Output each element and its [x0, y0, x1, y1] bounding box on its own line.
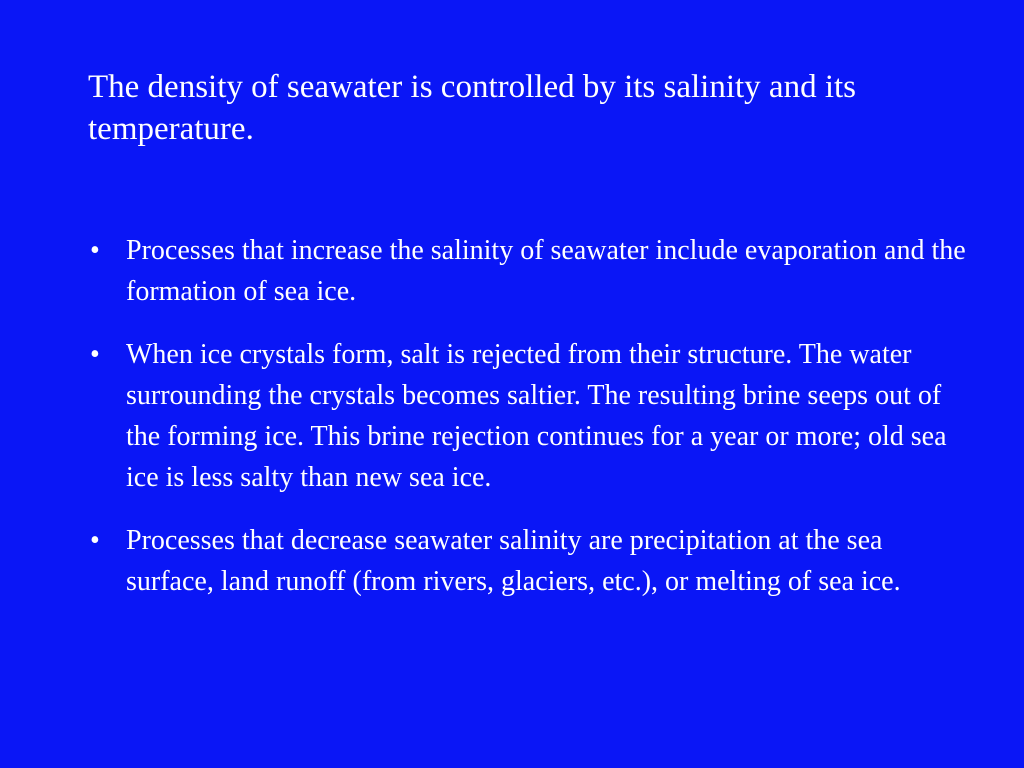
- bullet-item: [88, 520, 968, 602]
- bullet-marker: •: [90, 339, 100, 370]
- bullet-item: [88, 334, 968, 498]
- bullet-marker: •: [90, 235, 100, 266]
- slide-title: The density of seawater is controlled by its salinity and its temperature.: [88, 69, 857, 147]
- bullet-text: Processes that increase the salinity of seawater include evaporation and the formation of sea ice.: [126, 235, 966, 307]
- bullet-list: [88, 230, 968, 624]
- bullet-item: [88, 230, 968, 312]
- bullet-marker: •: [90, 525, 100, 556]
- bullet-text: When ice crystals form, salt is rejected from their structure. The water surrounding the crystals becomes saltier. The resulting brine seeps out of the forming ice. This brine rejection continues for a year or more; old sea ice is less salty than new sea ice.: [126, 339, 947, 493]
- bullet-text: Processes that decrease seawater salinity are precipitation at the sea surface, land runoff (from rivers, glaciers, etc.), or melting of sea ice.: [126, 525, 901, 597]
